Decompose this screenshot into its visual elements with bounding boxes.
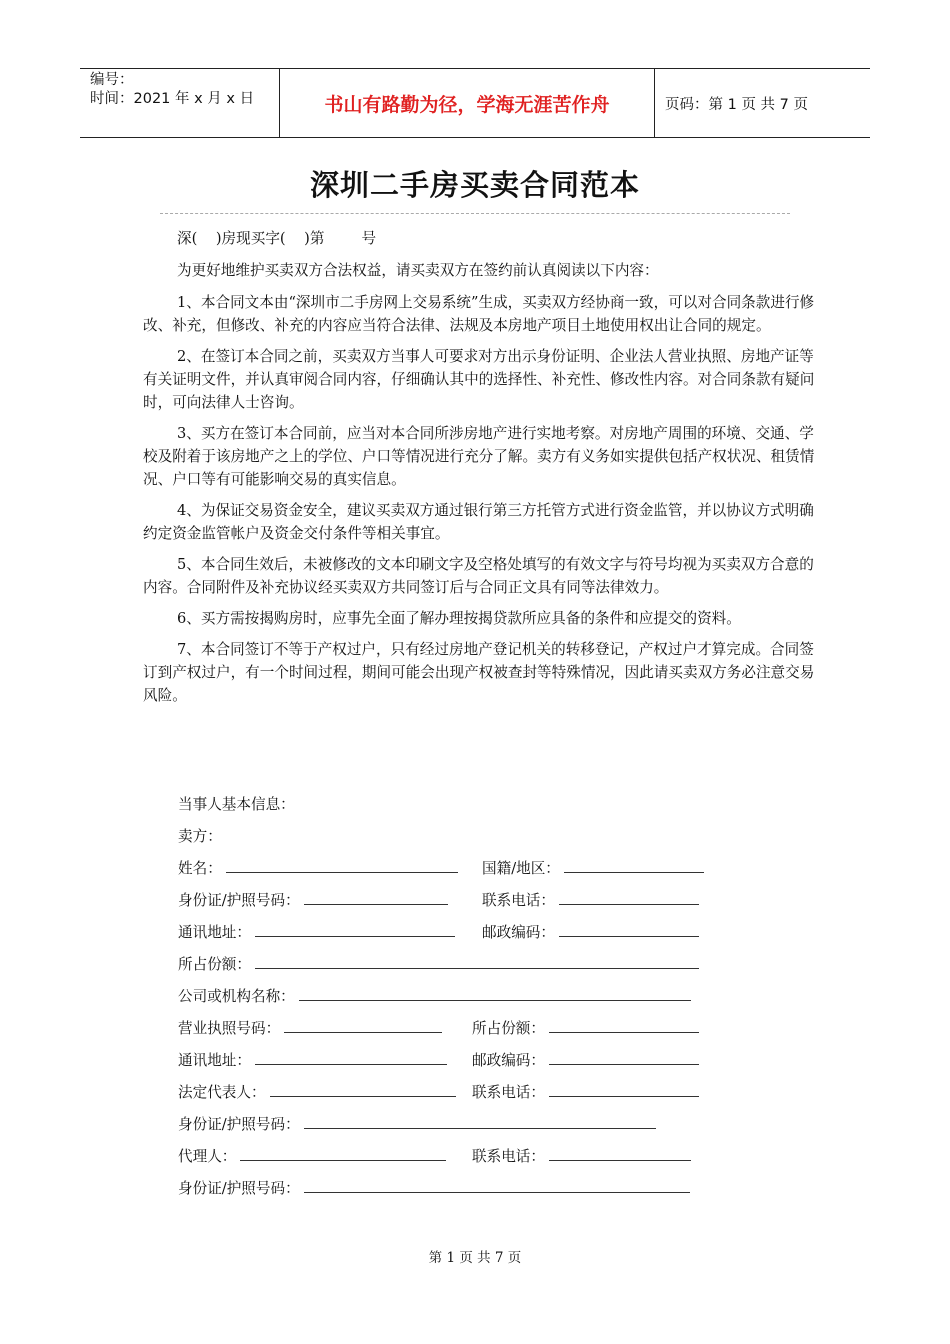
phone2-label: 联系电话： <box>472 1084 545 1101</box>
clause-1: 1、本合同文本由“深圳市二手房网上交易系统”生成，买卖双方经协商一致，可以对合同条款进行修改、补充，但修改、补充的内容应当符合法律、法规及本房地产项目土地使用权出让合同的规定。 <box>143 294 815 334</box>
legal-rep-field[interactable] <box>270 1084 456 1097</box>
company-field[interactable] <box>299 988 691 1001</box>
phone2-row <box>472 1081 699 1102</box>
contract-number: 深( )房现买字( )第 号 <box>177 230 377 247</box>
phone3-row <box>472 1145 691 1166</box>
clause-3: 3、买方在签订本合同前，应当对本合同所涉房地产进行实地考察。对房地产周围的环境、交通、学校及附着于该房地产之上的学位、户口等情况进行充分了解。卖方有义务如实提供包括产权状况、租赁情况、户口等有可能影响交易的真实信息。 <box>143 425 815 488</box>
phone-label: 联系电话： <box>482 892 555 909</box>
page-footer: 第 1 页 共 7 页 <box>428 1250 522 1266</box>
clause-7: 7、本合同签订不等于产权过户，只有经过房地产登记机关的转移登记，产权过户才算完成。合同签订到产权过户，有一个时间过程，期间可能会出现产权被查封等特殊情况，因此请买卖双方务必注意交易风险。 <box>143 641 815 704</box>
seller-heading: 卖方： <box>178 828 222 845</box>
license-row <box>178 1017 442 1038</box>
share2-row <box>472 1017 699 1038</box>
phone-field[interactable] <box>559 892 699 905</box>
id3-label: 身份证/护照号码： <box>178 1180 300 1197</box>
postcode-field[interactable] <box>559 924 699 937</box>
header-meta <box>80 69 280 137</box>
clause-2: 2、在签订本合同之前，买卖双方当事人可要求对方出示身份证明、企业法人营业执照、房地产证等有关证明文件，并认真审阅合同内容，仔细确认其中的选择性、补充性、修改性内容。对合同条款有疑问时，可向法律人士咨询。 <box>143 348 815 411</box>
id-field[interactable] <box>304 892 448 905</box>
share-label: 所占份额： <box>178 956 251 973</box>
intro-text: 为更好地维护买卖双方合法权益，请买卖双方在签约前认真阅读以下内容： <box>177 262 659 279</box>
address-label: 通讯地址： <box>178 924 251 941</box>
id3-field[interactable] <box>304 1180 690 1193</box>
phone-row <box>482 889 699 910</box>
address-field[interactable] <box>255 924 455 937</box>
header-page-info: 页码：第 1 页 共 7 页 <box>665 96 808 113</box>
postcode-label: 邮政编码： <box>482 924 555 941</box>
title-divider <box>160 213 790 214</box>
id2-field[interactable] <box>304 1116 656 1129</box>
address2-field[interactable] <box>255 1052 447 1065</box>
address-row <box>178 921 455 942</box>
id2-label: 身份证/护照号码： <box>178 1116 300 1133</box>
document-header <box>80 68 870 138</box>
page-title: 深圳二手房买卖合同范本 <box>309 168 640 202</box>
postcode2-label: 邮政编码： <box>472 1052 545 1069</box>
share2-label: 所占份额： <box>472 1020 545 1037</box>
postcode2-row <box>472 1049 699 1070</box>
legal-rep-label: 法定代表人： <box>178 1084 266 1101</box>
name-field[interactable] <box>226 860 458 873</box>
id-label: 身份证/护照号码： <box>178 892 300 909</box>
parties-heading: 当事人基本信息： <box>178 796 295 813</box>
id2-row <box>178 1113 656 1134</box>
phone3-label: 联系电话： <box>472 1148 545 1165</box>
time-label: 时间：2021 年 x 月 x 日 <box>90 91 255 107</box>
share-row <box>178 953 699 974</box>
clause-5: 5、本合同生效后，未被修改的文本印刷文字及空格处填写的有效文字与符号均视为买卖双方合意的内容。合同附件及补充协议经买卖双方共同签订后与合同正文具有同等法律效力。 <box>143 556 814 596</box>
postcode2-field[interactable] <box>549 1052 699 1065</box>
nationality-field[interactable] <box>564 860 704 873</box>
seller-name-row <box>178 857 458 878</box>
agent-field[interactable] <box>240 1148 446 1161</box>
share-field[interactable] <box>255 956 699 969</box>
postcode-row <box>482 921 699 942</box>
company-label: 公司或机构名称： <box>178 988 295 1005</box>
company-row <box>178 985 691 1006</box>
id3-row <box>178 1177 690 1198</box>
clause-4: 4、为保证交易资金安全，建议买卖双方通过银行第三方托管方式进行资金监管，并以协议方式明确约定资金监管帐户及资金交付条件等相关事宜。 <box>143 502 814 542</box>
name-label: 姓名： <box>178 860 222 877</box>
nationality-row <box>482 857 704 878</box>
share2-field[interactable] <box>549 1020 699 1033</box>
phone3-field[interactable] <box>549 1148 691 1161</box>
serial-label: 编号： <box>90 72 134 88</box>
legal-rep-row <box>178 1081 456 1102</box>
id-row <box>178 889 448 910</box>
phone2-field[interactable] <box>549 1084 699 1097</box>
address2-row <box>178 1049 447 1070</box>
nationality-label: 国籍/地区： <box>482 860 560 877</box>
agent-label: 代理人： <box>178 1148 237 1165</box>
clause-6: 6、买方需按揭购房时，应事先全面了解办理按揭贷款所应具备的条件和应提交的资料。 <box>177 610 741 627</box>
contract-body <box>143 227 823 715</box>
header-motto: 书山有路勤为径，学海无涯苦作舟 <box>280 69 655 137</box>
address2-label: 通讯地址： <box>178 1052 251 1069</box>
license-label: 营业执照号码： <box>178 1020 281 1037</box>
license-field[interactable] <box>284 1020 442 1033</box>
agent-row <box>178 1145 446 1166</box>
